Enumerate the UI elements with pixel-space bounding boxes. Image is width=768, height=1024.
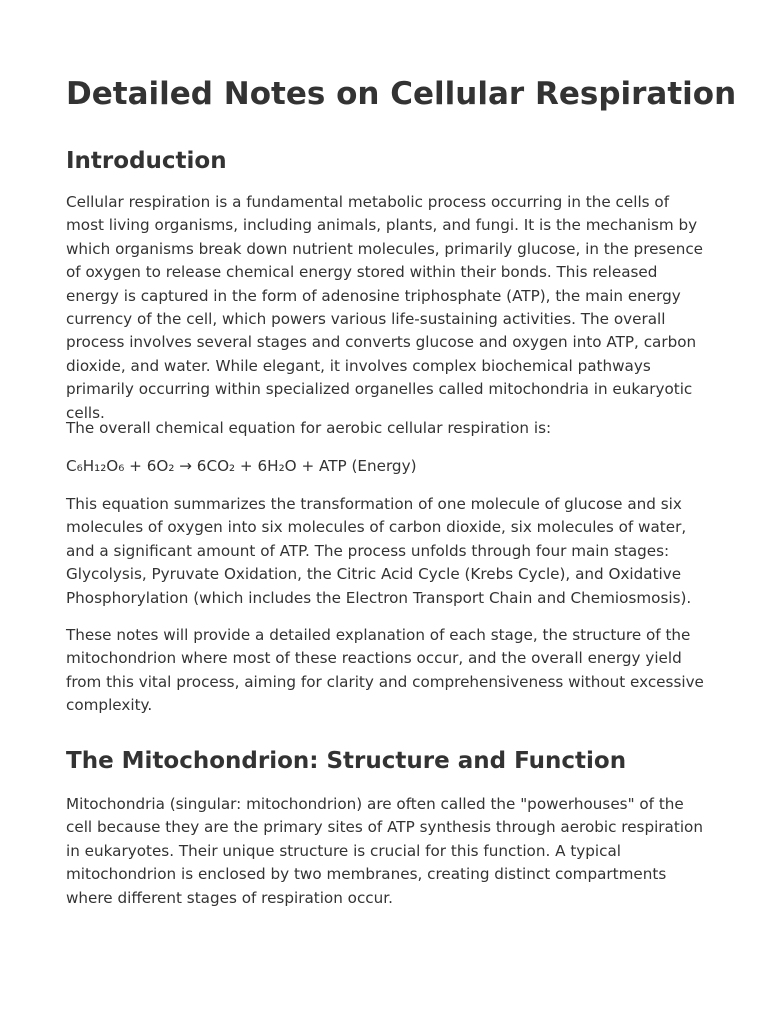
mitochondrion-paragraph-1: Mitochondria (singular: mitochondrion) are often called the "powerhouses" of the cell because they are the primary sites of ATP synthesis through aerobic respiration in eukaryotes. Their unique structure is crucial for this function. A typical mitochondrion is enclosed by two membranes, creating distinct compartments where different stages of respiration occur.	[66, 795, 703, 907]
section-heading-introduction: Introduction	[66, 148, 227, 174]
intro-paragraph-1: Cellular respiration is a fundamental metabolic process occurring in the cells of most living organisms, including animals, plants, and fungi. It is the mechanism by which organisms break down nutrient molecules, primarily glucose, in the presence of oxygen to release chemical energy stored within their bonds. This released energy is captured in the form of adenosine triphosphate (ATP), the main energy currency of the cell, which powers various life-sustaining activities. The overall process involves several stages and converts glucose and oxygen into ATP, carbon dioxide, and water. While elegant, it involves complex biochemical pathways primarily occurring within specialized organelles called mitochondria in eukaryotic cells.	[66, 193, 704, 422]
section-heading-mitochondrion: The Mitochondrion: Structure and Function	[66, 748, 627, 774]
intro-paragraph-notes-overview: These notes will provide a detailed explanation of each stage, the structure of the mitochondrion where most of these reactions occur, and the overall energy yield from this vital process, aiming for clarity and comprehensiveness without excessive complexity.	[66, 626, 704, 715]
chemical-equation: C₆H₁₂O₆ + 6O₂ → 6CO₂ + 6H₂O + ATP (Energy)	[66, 457, 417, 475]
intro-paragraph-equation-lead: The overall chemical equation for aerobic cellular respiration is:	[66, 419, 552, 437]
intro-paragraph-equation-summary: This equation summarizes the transformation of one molecule of glucose and six molecules of oxygen into six molecules of carbon dioxide, six molecules of water, and a significant amount of ATP. The process unfolds through four main stages: Glycolysis, Pyruvate Oxidation, the Citric Acid Cycle (Krebs Cycle), and Oxidative Phosphorylation (which includes the Electron Transport Chain and Chemiosmosis).	[66, 495, 692, 607]
document-title: Detailed Notes on Cellular Respiration	[66, 76, 737, 112]
